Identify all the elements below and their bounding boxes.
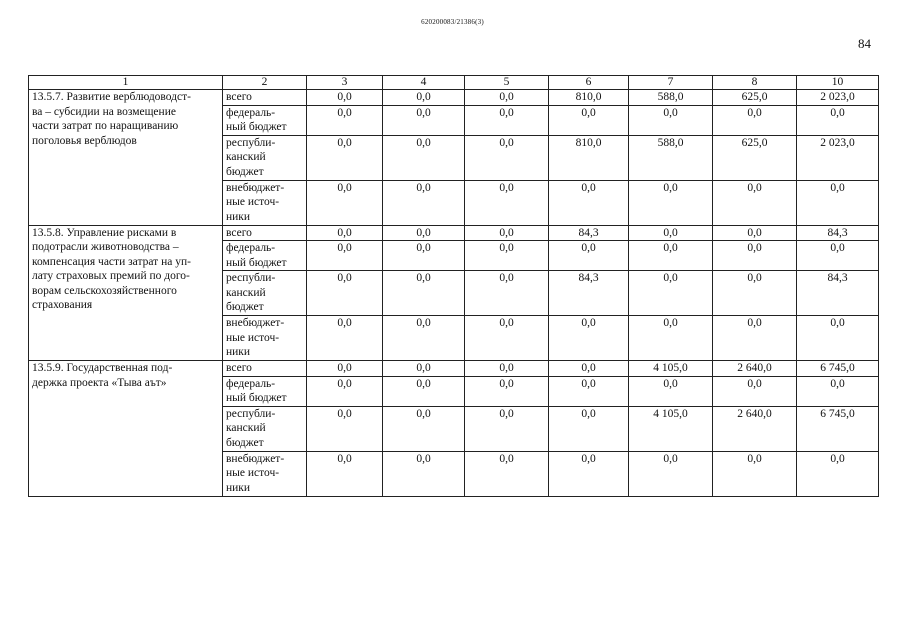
- value-cell: 0,0: [713, 316, 797, 361]
- header-row: [29, 76, 879, 90]
- value-cell: 0,0: [713, 180, 797, 225]
- column-header: 10: [797, 76, 879, 90]
- value-cell: 0,0: [383, 180, 465, 225]
- value-cell: 0,0: [465, 376, 549, 406]
- value-cell: 0,0: [383, 406, 465, 451]
- section-title: 13.5.7. Развитие верблюдоводст- ва – субсидии на возмещение части затрат по наращиванию поголовья верблюдов: [29, 90, 223, 226]
- value-cell: 0,0: [549, 180, 629, 225]
- value-cell: 0,0: [797, 241, 879, 271]
- funding-source: республи- канский бюджет: [223, 135, 307, 180]
- page-number: 84: [858, 36, 871, 51]
- value-cell: 0,0: [465, 361, 549, 377]
- value-cell: 0,0: [383, 241, 465, 271]
- value-cell: 0,0: [713, 105, 797, 135]
- value-cell: 0,0: [713, 376, 797, 406]
- value-cell: 0,0: [307, 90, 383, 106]
- value-cell: 0,0: [307, 225, 383, 241]
- value-cell: 0,0: [465, 241, 549, 271]
- value-cell: 0,0: [307, 105, 383, 135]
- value-cell: 84,3: [549, 271, 629, 316]
- value-cell: 0,0: [383, 225, 465, 241]
- funding-source: внебюджет- ные источ- ники: [223, 180, 307, 225]
- value-cell: 0,0: [629, 271, 713, 316]
- value-cell: 588,0: [629, 135, 713, 180]
- value-cell: 625,0: [713, 135, 797, 180]
- value-cell: 0,0: [307, 135, 383, 180]
- value-cell: 0,0: [383, 376, 465, 406]
- value-cell: 84,3: [797, 271, 879, 316]
- value-cell: 0,0: [797, 105, 879, 135]
- value-cell: 0,0: [383, 451, 465, 496]
- value-cell: 810,0: [549, 135, 629, 180]
- funding-source: всего: [223, 361, 307, 377]
- funding-source: всего: [223, 225, 307, 241]
- value-cell: 0,0: [629, 316, 713, 361]
- funding-source: внебюджет- ные источ- ники: [223, 316, 307, 361]
- budget-table: [28, 75, 879, 497]
- funding-source: федераль- ный бюджет: [223, 241, 307, 271]
- value-cell: 0,0: [797, 376, 879, 406]
- value-cell: 84,3: [549, 225, 629, 241]
- value-cell: 0,0: [465, 451, 549, 496]
- table-row: [29, 90, 879, 106]
- value-cell: 0,0: [629, 180, 713, 225]
- value-cell: 0,0: [549, 451, 629, 496]
- column-header: 7: [629, 76, 713, 90]
- table-row: [29, 361, 879, 377]
- value-cell: 0,0: [549, 376, 629, 406]
- column-header: 1: [29, 76, 223, 90]
- document-code: 620200083/21386(3): [421, 18, 484, 26]
- value-cell: 6 745,0: [797, 406, 879, 451]
- value-cell: 0,0: [465, 316, 549, 361]
- column-header: 3: [307, 76, 383, 90]
- funding-source: республи- канский бюджет: [223, 271, 307, 316]
- value-cell: 0,0: [797, 316, 879, 361]
- funding-source: внебюджет- ные источ- ники: [223, 451, 307, 496]
- value-cell: 0,0: [307, 271, 383, 316]
- value-cell: 0,0: [307, 406, 383, 451]
- value-cell: 4 105,0: [629, 406, 713, 451]
- value-cell: 625,0: [713, 90, 797, 106]
- value-cell: 4 105,0: [629, 361, 713, 377]
- value-cell: 0,0: [465, 406, 549, 451]
- value-cell: 588,0: [629, 90, 713, 106]
- value-cell: 0,0: [465, 271, 549, 316]
- value-cell: 810,0: [549, 90, 629, 106]
- value-cell: 0,0: [713, 225, 797, 241]
- value-cell: 0,0: [383, 271, 465, 316]
- value-cell: 2 640,0: [713, 406, 797, 451]
- table-row: [29, 225, 879, 241]
- column-header: 2: [223, 76, 307, 90]
- funding-source: федераль- ный бюджет: [223, 105, 307, 135]
- value-cell: 0,0: [465, 90, 549, 106]
- value-cell: 0,0: [307, 376, 383, 406]
- value-cell: 0,0: [307, 180, 383, 225]
- value-cell: 0,0: [465, 135, 549, 180]
- value-cell: 2 023,0: [797, 90, 879, 106]
- value-cell: 0,0: [383, 361, 465, 377]
- value-cell: 0,0: [797, 180, 879, 225]
- value-cell: 0,0: [713, 451, 797, 496]
- value-cell: 0,0: [383, 135, 465, 180]
- column-header: 4: [383, 76, 465, 90]
- value-cell: 0,0: [307, 241, 383, 271]
- value-cell: 0,0: [383, 105, 465, 135]
- column-header: 6: [549, 76, 629, 90]
- value-cell: 0,0: [549, 316, 629, 361]
- value-cell: 0,0: [713, 241, 797, 271]
- value-cell: 0,0: [549, 361, 629, 377]
- value-cell: 0,0: [549, 241, 629, 271]
- value-cell: 0,0: [383, 90, 465, 106]
- funding-source: федераль- ный бюджет: [223, 376, 307, 406]
- funding-source: республи- канский бюджет: [223, 406, 307, 451]
- value-cell: 0,0: [713, 271, 797, 316]
- column-header: 8: [713, 76, 797, 90]
- value-cell: 2 640,0: [713, 361, 797, 377]
- value-cell: 84,3: [797, 225, 879, 241]
- value-cell: 6 745,0: [797, 361, 879, 377]
- funding-source: всего: [223, 90, 307, 106]
- value-cell: 0,0: [629, 225, 713, 241]
- value-cell: 0,0: [307, 316, 383, 361]
- value-cell: 0,0: [307, 451, 383, 496]
- value-cell: 0,0: [629, 451, 713, 496]
- value-cell: 0,0: [383, 316, 465, 361]
- value-cell: 0,0: [465, 225, 549, 241]
- value-cell: 0,0: [465, 180, 549, 225]
- value-cell: 0,0: [629, 241, 713, 271]
- value-cell: 0,0: [797, 451, 879, 496]
- value-cell: 0,0: [629, 376, 713, 406]
- value-cell: 0,0: [307, 361, 383, 377]
- value-cell: 2 023,0: [797, 135, 879, 180]
- value-cell: 0,0: [629, 105, 713, 135]
- value-cell: 0,0: [465, 105, 549, 135]
- column-header: 5: [465, 76, 549, 90]
- value-cell: 0,0: [549, 105, 629, 135]
- table-body: [29, 76, 879, 497]
- section-title: 13.5.9. Государственная под- держка проекта «Тыва аът»: [29, 361, 223, 497]
- value-cell: 0,0: [549, 406, 629, 451]
- section-title: 13.5.8. Управление рисками в подотрасли животноводства – компенсация части затрат на уп- лату страховых премий по дого- ворам сельскохозяйственного страхования: [29, 225, 223, 361]
